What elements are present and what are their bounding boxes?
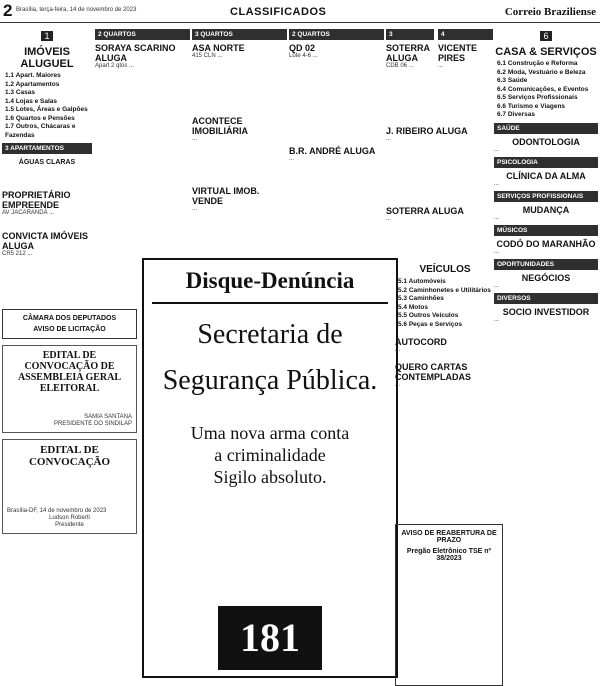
category-number: 6 (540, 31, 551, 41)
ad-divider (152, 302, 388, 304)
ad-text: ... (395, 382, 401, 388)
section-bar: SERVIÇOS PROFISSIONAIS (494, 191, 598, 202)
ad-text: ... (386, 216, 392, 222)
middle-ads (95, 26, 495, 276)
ad-title: VIRTUAL IMOB. VENDE (192, 186, 260, 206)
ad-title: J. RIBEIRO ALUGA (386, 126, 468, 136)
ad-text: ... (192, 136, 198, 142)
edital-title: EDITAL DE CONVOCAÇÃO (28, 444, 111, 468)
ad-tile (386, 126, 486, 143)
edital-role: PRESIDENTE DO SINDILAP (53, 421, 132, 427)
reabertura-notice (395, 524, 503, 686)
section-bar: PSICOLOGIA (494, 157, 598, 168)
section-bar: MÚSICOS (494, 225, 598, 236)
ad-tagline-2: a criminalidade (214, 445, 326, 465)
ad-title: QUERO CARTAS CONTEMPLADAS (395, 362, 471, 382)
ad-tile (386, 206, 486, 223)
edital-signer: Ludson Roberti (49, 515, 90, 521)
ad-title: SORAYA SCARINO ALUGA (95, 43, 176, 63)
subcategory-item[interactable]: 6.2 Moda, Vestuário e Beleza (497, 68, 586, 76)
category-title: IMÓVEIS ALUGUEL (20, 46, 74, 70)
ad-text: ... (494, 146, 500, 153)
subcategory-item[interactable]: 6.4 Comunicações, e Eventos (497, 85, 589, 93)
subcategory-item[interactable]: 5.4 Motos (398, 303, 428, 311)
edital-role: Presidente (55, 522, 84, 528)
ad-text: ... (494, 214, 500, 221)
ad-text: CR5 212 ... (2, 251, 33, 257)
ad-tile (192, 186, 287, 213)
section-bar: 2 QUARTOS (95, 29, 190, 40)
ad-tile (95, 26, 190, 70)
notice-title: AVISO DE REABERTURA DE PRAZO (401, 530, 497, 544)
disque-denuncia-ad (142, 258, 398, 678)
subcategory-item[interactable]: 6.6 Turismo e Viagens (497, 102, 566, 110)
camara-notice (2, 309, 137, 339)
page-header (0, 0, 600, 23)
category-title: VEÍCULOS (419, 264, 471, 275)
ad-title: ACONTECE IMOBILIÁRIA (192, 116, 248, 136)
ad-title: ODONTOLOGIA (512, 136, 580, 147)
ad-text: AV JACARANDÁ ... (2, 210, 55, 216)
ad-text: ... (289, 156, 295, 162)
ad-subtitle-1: Secretaria de (197, 319, 343, 350)
subcategory-item[interactable]: 1.2 Apartamentos (5, 80, 60, 88)
subcategory-item[interactable]: 6.7 Diversas (497, 111, 535, 118)
section-title: CLASSIFICADOS (230, 6, 327, 18)
subsection-label: ÁGUAS CLARAS (18, 159, 76, 166)
subcategory-list (2, 72, 92, 140)
ad-text: ... (395, 347, 401, 353)
ad-title: CODÓ DO MARANHÃO (496, 238, 596, 249)
ad-title: SOTERRA ALUGA (386, 206, 464, 216)
section-bar: 3 APARTAMENTOS (2, 143, 92, 154)
subcategory-item[interactable]: 1.7 Outros, Chácaras e Fazendas (5, 123, 76, 139)
ad-title: SOTERRA ALUGA (386, 43, 430, 63)
notices-area (2, 305, 137, 534)
ad-text: ... (386, 136, 392, 142)
subcategory-item[interactable]: 1.6 Quartos e Pensões (5, 114, 75, 122)
ad-subtitle-2: Segurança Pública. (162, 365, 378, 396)
subcategory-item[interactable]: 5.3 Caminhões (398, 295, 444, 302)
ad-text: Lote 4-6 ... (289, 53, 318, 59)
subcategory-item[interactable]: 1.1 Apart. Maiores (5, 72, 61, 79)
notice-title: CÂMARA DOS DEPUTADOS (22, 315, 117, 322)
ad-tile (438, 26, 493, 70)
ad-title: QD 02 (289, 43, 316, 53)
ad-text: 415 CLN ... (192, 53, 223, 59)
ad-text: ... (438, 63, 444, 69)
ad-text: ... (494, 180, 500, 187)
ad-headline: Disque-Denúncia (185, 268, 355, 293)
section-bar: 3 QUARTOS (192, 29, 287, 40)
ad-text: ... (494, 282, 500, 289)
right-column (494, 26, 598, 676)
section-bar: OPORTUNIDADES (494, 259, 598, 270)
date-line: Brasília, terça-feira, 14 de novembro de 2023 (16, 7, 137, 13)
page-number: 2 (3, 1, 13, 20)
notice-subtitle: AVISO DE LICITAÇÃO (33, 326, 106, 333)
subcategory-item[interactable]: 5.2 Caminhonetes e Utilitários (398, 286, 491, 294)
ad-title: AUTOCORD (395, 337, 447, 347)
ad-tile (192, 116, 287, 143)
ad-title: B.R. ANDRÉ ALUGA (289, 146, 376, 156)
category-title: CASA & SERVIÇOS (495, 46, 597, 58)
ad-title: MUDANÇA (522, 204, 570, 215)
section-bar: 4 (438, 29, 493, 40)
ad-tile (289, 146, 384, 163)
section-bar: SAÚDE (494, 123, 598, 134)
subcategory-item[interactable]: 5.5 Outros Veículos (398, 312, 459, 319)
subcategory-item[interactable]: 1.3 Casas (5, 89, 35, 96)
ad-title: CLÍNICA DA ALMA (506, 170, 586, 181)
edital-date: Brasília-DF, 14 de novembro de 2023 (7, 508, 107, 514)
vehicles-section (395, 262, 495, 389)
ad-tagline-3: Sigilo absoluto. (213, 467, 327, 487)
ad-title: NEGÓCIOS (521, 272, 571, 283)
subcategory-item[interactable]: 6.5 Serviços Profissionais (497, 94, 578, 101)
notice-subtitle: Pregão Eletrônico TSE nº 38/2023 (406, 548, 492, 562)
section-bar: 3 (386, 29, 434, 40)
ad-title: VICENTE PIRES (438, 43, 478, 63)
category-number: 1 (41, 31, 52, 41)
ad-title: PROPRIETÁRIO EMPREENDE (2, 190, 71, 210)
ad-text: CDB 06 ... (386, 63, 414, 69)
subcategory-list (395, 278, 495, 329)
subcategory-list (494, 60, 598, 120)
ad-text: Apart 2 qtos ... (95, 63, 135, 69)
ad-tile (386, 26, 434, 70)
hotline-number: 181 (218, 606, 322, 670)
ad-tagline-1: Uma nova arma conta (190, 423, 350, 443)
ad-text: ... (192, 206, 198, 212)
edital-title: EDITAL DE CONVOCAÇÃO DE ASSEMBLEIA GERAL ELEITORAL (17, 350, 122, 394)
subcategory-item[interactable]: 6.1 Construção e Reforma (497, 60, 578, 67)
ad-title: CONVICTA IMÓVEIS ALUGA (2, 231, 89, 251)
edital-2 (2, 439, 137, 534)
ad-tile (289, 26, 384, 60)
edital-signature: SAMIA SANTANA (84, 414, 132, 420)
ad-text: ... (494, 316, 500, 323)
ad-tile (192, 26, 287, 60)
subcategory-item[interactable]: 1.5 Lotes, Áreas e Galpões (5, 106, 88, 113)
subcategory-item[interactable]: 5.1 Automóveis (398, 278, 446, 285)
subcategory-item[interactable]: 1.4 Lojas e Salas (5, 97, 58, 105)
section-bar: DIVERSOS (494, 293, 598, 304)
ad-text: ... (494, 248, 500, 255)
subcategory-item[interactable]: 5.6 Peças e Serviços (398, 320, 462, 328)
ad-title: ASA NORTE (192, 43, 245, 53)
section-bar: 2 QUARTOS (289, 29, 384, 40)
ad-title: SOCIO INVESTIDOR (502, 306, 590, 317)
brand-logo: Correio Braziliense (504, 6, 596, 18)
subcategory-item[interactable]: 6.3 Saúde (497, 77, 528, 84)
edital-1 (2, 345, 137, 433)
